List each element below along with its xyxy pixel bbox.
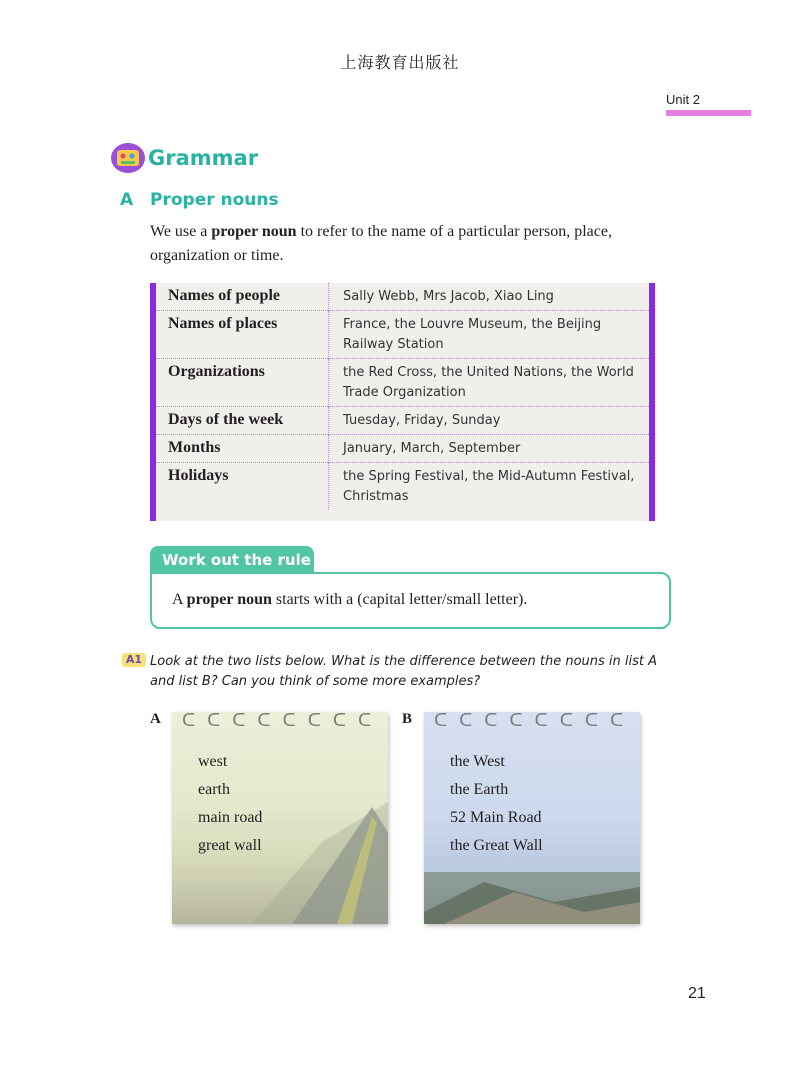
category-cell: Names of people (168, 287, 280, 304)
publisher-name: 上海教育出版社 (340, 53, 460, 72)
list-a-word: earth (198, 781, 230, 798)
page-number: 21 (688, 985, 706, 1002)
spiral-ring-icon: ᑕᑕᑕᑕᑕᑕᑕᑕ (434, 712, 636, 731)
rule-text-end: starts with a (capital letter/small letter). (271, 591, 528, 608)
list-a-card (172, 712, 388, 924)
examples-cell: the Spring Festival, the Mid-Autumn Festival, Christmas (329, 463, 650, 511)
category-cell: Days of the week (168, 411, 284, 428)
table-row (156, 435, 649, 463)
list-b-word: the Great Wall (450, 837, 543, 854)
subsection-title: Proper nouns (150, 190, 279, 210)
unit-label: Unit 2 (666, 92, 700, 107)
table-row (156, 359, 649, 407)
list-b-label: B (402, 711, 413, 727)
table-row (156, 311, 649, 359)
section-title: Grammar (148, 146, 259, 170)
intro-bold-term: proper noun (211, 223, 297, 240)
rule-bold-term: proper noun (186, 591, 272, 608)
list-a-word: main road (198, 809, 263, 826)
category-cell: Months (168, 439, 221, 456)
examples-cell: the Red Cross, the United Nations, the World Trade Organization (329, 359, 650, 407)
list-b-word: the Earth (450, 781, 509, 798)
rule-tab-label: Work out the rule (150, 546, 314, 574)
activity-instruction: Look at the two lists below. What is the difference between the nouns in list A and list B? Can you think of some more examples? (150, 654, 658, 689)
examples-cell: France, the Louvre Museum, the Beijing Railway Station (329, 311, 650, 359)
list-a-word: great wall (198, 837, 262, 854)
list-a-word: west (198, 753, 228, 770)
category-cell: Holidays (168, 467, 229, 484)
examples-cell: January, March, September (329, 435, 650, 463)
unit-accent-bar (666, 110, 751, 116)
list-b-word: 52 Main Road (450, 809, 542, 826)
intro-text-end: to refer to the name of a particular person, place, organization or time. (150, 223, 612, 264)
rule-text-start: A (172, 591, 187, 608)
intro-text-start: We use a (150, 223, 212, 240)
subsection-letter: A (120, 190, 134, 210)
category-cell: Names of places (168, 315, 278, 332)
examples-cell: Sally Webb, Mrs Jacob, Xiao Ling (329, 283, 650, 311)
table-row (156, 407, 649, 435)
spiral-ring-icon: ᑕᑕᑕᑕᑕᑕᑕᑕ (182, 712, 384, 731)
category-cell: Organizations (168, 363, 265, 380)
activity-badge: A1 (122, 653, 146, 667)
examples-cell: Tuesday, Friday, Sunday (329, 407, 650, 435)
list-b-word: the West (450, 753, 505, 770)
table-row (156, 283, 649, 311)
intro-paragraph (150, 220, 670, 268)
proper-nouns-table (150, 283, 655, 521)
table-row (156, 463, 649, 511)
list-b-card (424, 712, 640, 924)
list-a-label: A (150, 711, 161, 727)
rule-statement (172, 591, 527, 609)
grammar-badge-icon (110, 142, 146, 174)
